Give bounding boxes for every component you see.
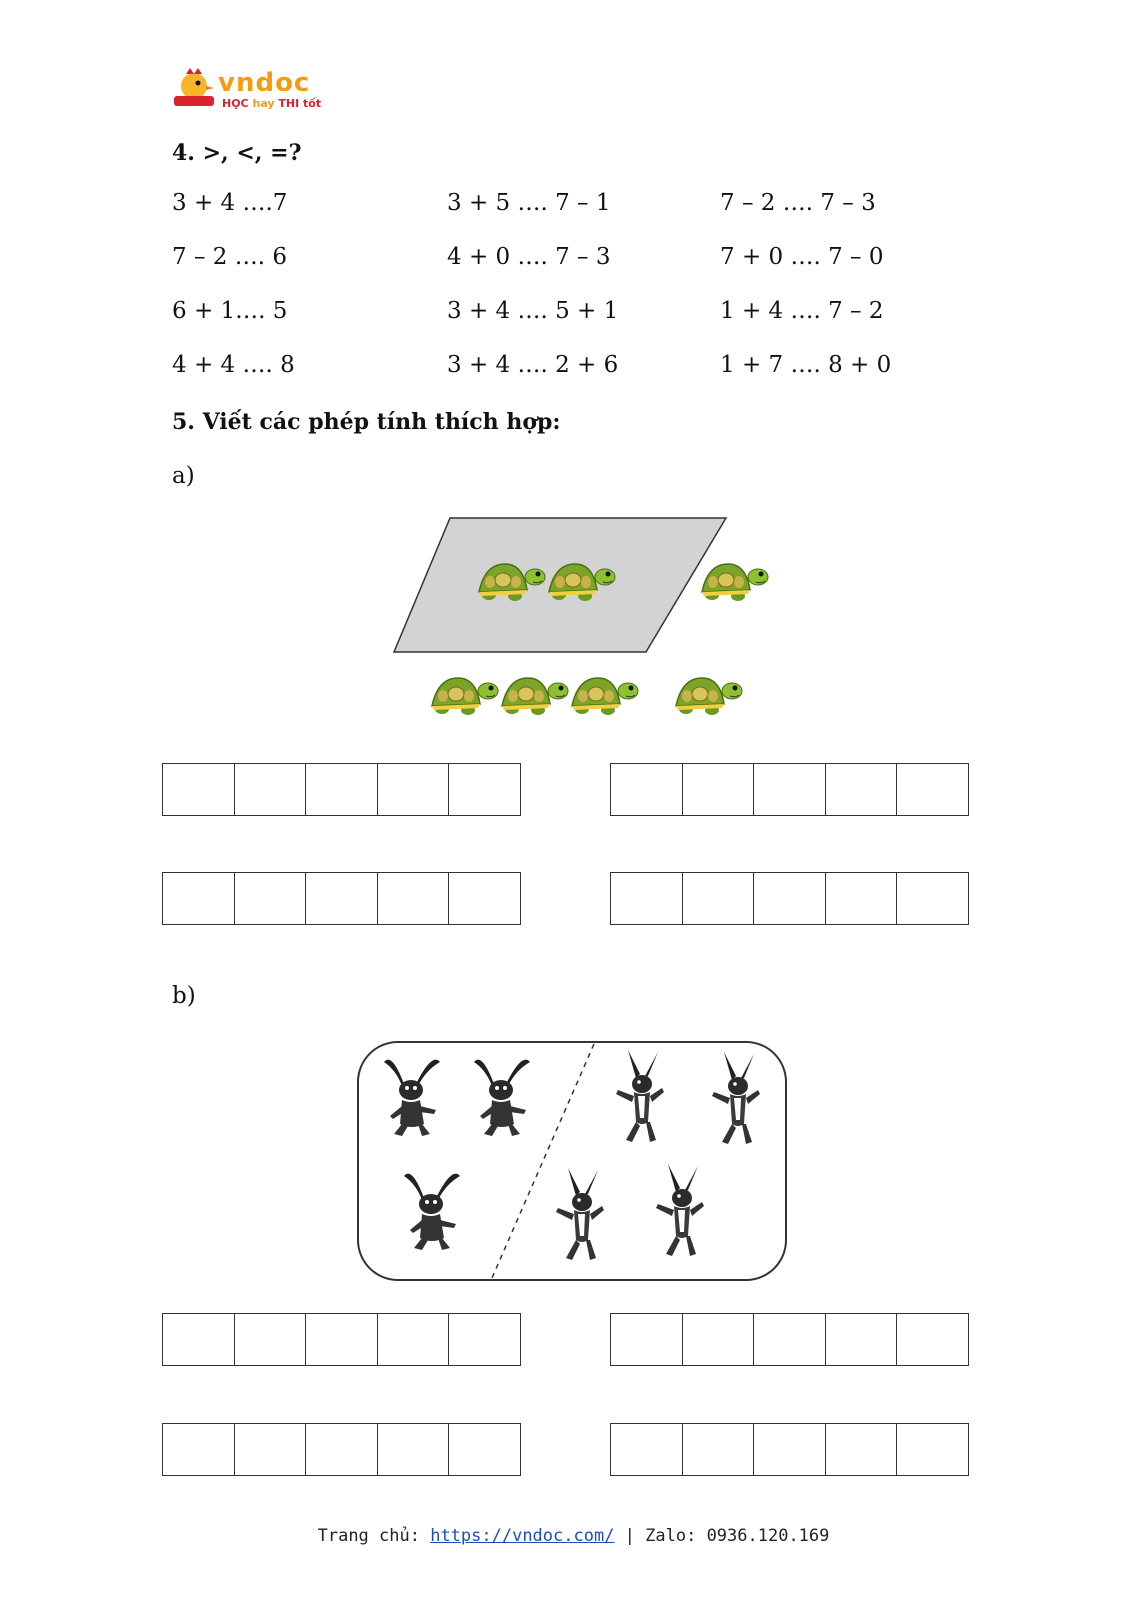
answer-cell[interactable] [753,1423,826,1476]
answer-cell[interactable] [162,872,235,925]
comparison-expression: 4 + 0 …. 7 – 3 [447,244,611,270]
answer-cell[interactable] [377,1423,450,1476]
answer-cell[interactable] [753,872,826,925]
turtle-icon [572,678,638,715]
answer-cell[interactable] [234,763,307,816]
answer-cell[interactable] [682,763,755,816]
answer-box-row[interactable] [610,1313,969,1366]
question-4-title: 4. >, <, =? [172,140,302,166]
answer-cell[interactable] [234,1313,307,1366]
answer-cell[interactable] [234,872,307,925]
comparison-expression: 7 – 2 …. 7 – 3 [720,190,876,216]
answer-box-row[interactable] [162,1423,521,1476]
footer-label: Trang chủ: [317,1526,431,1546]
vndoc-logo [172,66,322,118]
chicken-mascot-icon [172,66,218,112]
answer-cell[interactable] [825,872,898,925]
answer-cell[interactable] [896,1313,969,1366]
comparison-expression: 1 + 7 …. 8 + 0 [720,352,892,378]
rabbit-illustration [356,1040,790,1284]
part-a-label: a) [172,463,195,489]
answer-cell[interactable] [162,763,235,816]
answer-box-row[interactable] [162,872,521,925]
answer-cell[interactable] [448,763,521,816]
turtle-illustration [380,510,780,730]
answer-cell[interactable] [610,1313,683,1366]
answer-box-row[interactable] [610,1423,969,1476]
answer-box-row[interactable] [610,872,969,925]
turtle-icon [502,678,568,715]
comparison-expression: 3 + 4 …. 5 + 1 [447,298,619,324]
answer-cell[interactable] [305,1423,378,1476]
answer-cell[interactable] [896,1423,969,1476]
footer-zalo: Zalo: 0936.120.169 [645,1526,830,1546]
comparison-expression: 1 + 4 …. 7 – 2 [720,298,884,324]
answer-box-row[interactable] [162,763,521,816]
answer-cell[interactable] [377,763,450,816]
answer-cell[interactable] [896,872,969,925]
answer-cell[interactable] [162,1313,235,1366]
question-5-title: 5. Viết các phép tính thích hợp: [172,409,561,435]
comparison-expression: 7 – 2 …. 6 [172,244,287,270]
answer-cell[interactable] [682,1313,755,1366]
answer-cell[interactable] [896,763,969,816]
comparison-expression: 3 + 4 ….7 [172,190,288,216]
answer-cell[interactable] [753,1313,826,1366]
homepage-link[interactable]: https://vndoc.com/ [430,1526,615,1546]
answer-cell[interactable] [825,1423,898,1476]
comparison-expression: 6 + 1…. 5 [172,298,288,324]
answer-cell[interactable] [448,1423,521,1476]
answer-cell[interactable] [682,872,755,925]
comparison-expression: 4 + 4 …. 8 [172,352,295,378]
comparison-expression: 7 + 0 …. 7 – 0 [720,244,884,270]
answer-cell[interactable] [825,763,898,816]
answer-cell[interactable] [448,1313,521,1366]
answer-cell[interactable] [753,763,826,816]
page-footer [0,1526,1147,1546]
answer-cell[interactable] [377,872,450,925]
logo-tagline: HỌC hay THI tốt [222,97,322,110]
turtle-icon [432,678,498,715]
comparison-expression: 3 + 4 …. 2 + 6 [447,352,619,378]
footer-separator: | [614,1526,646,1546]
answer-box-row[interactable] [610,763,969,816]
answer-box-row[interactable] [162,1313,521,1366]
answer-cell[interactable] [162,1423,235,1476]
answer-cell[interactable] [377,1313,450,1366]
answer-cell[interactable] [610,872,683,925]
part-b-label: b) [172,983,196,1009]
answer-cell[interactable] [234,1423,307,1476]
answer-cell[interactable] [610,763,683,816]
comparison-expression: 3 + 5 …. 7 – 1 [447,190,611,216]
answer-cell[interactable] [682,1423,755,1476]
answer-cell[interactable] [825,1313,898,1366]
answer-cell[interactable] [305,763,378,816]
logo-brand: vndoc [218,68,311,98]
turtle-icon [702,564,768,601]
answer-cell[interactable] [305,1313,378,1366]
answer-cell[interactable] [610,1423,683,1476]
answer-cell[interactable] [305,872,378,925]
answer-cell[interactable] [448,872,521,925]
turtle-icon [676,678,742,715]
